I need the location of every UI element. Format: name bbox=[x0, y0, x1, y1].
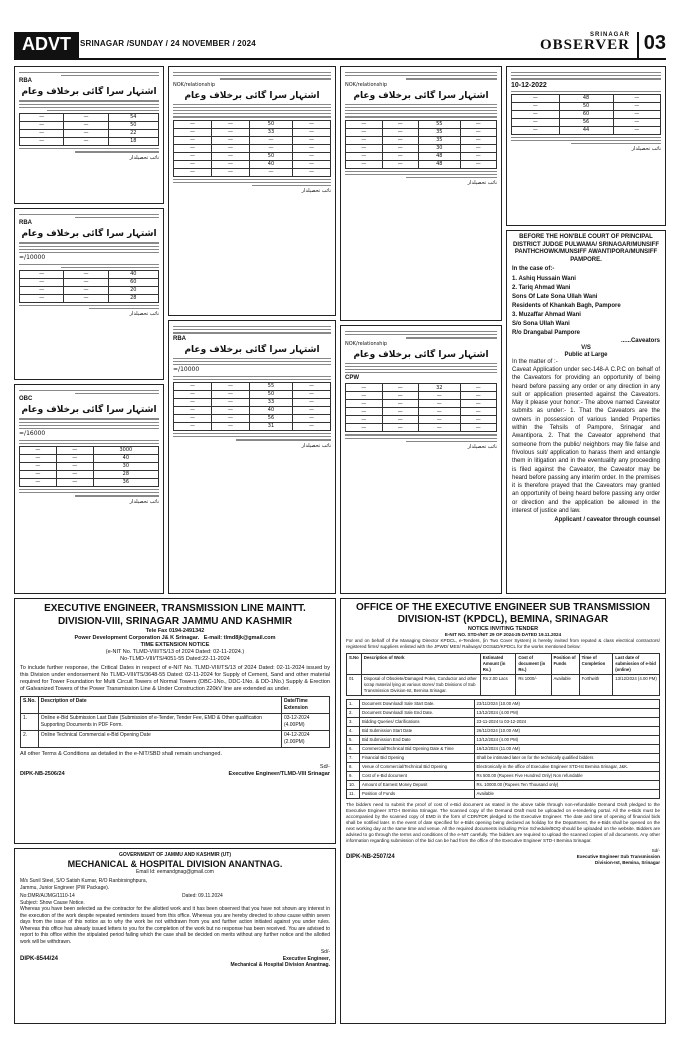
ee-st-date-cell: 16/12/2024 (11.00 AM) bbox=[474, 745, 659, 754]
ee-st-date-cell: Document Download/ Sale Start Date. bbox=[360, 700, 475, 709]
ee-tl-cell: 04-12-2024 (2.00PM) bbox=[281, 731, 329, 748]
obc-label: OBC bbox=[19, 396, 33, 403]
urdu-table-6: — 55 — — — 35 — — — 35 — — — 30 — — — 48 — — — 48 — — bbox=[345, 120, 497, 169]
court-caveat bbox=[506, 230, 666, 594]
ee-tl-company: Power Development Corporation J& K Srinagar. bbox=[74, 635, 200, 641]
ee-st-table bbox=[346, 653, 660, 696]
mh-gov: GOVERNMENT OF JAMMU AND KASHMIR (UT) bbox=[118, 852, 232, 858]
urdu-notice-6-body bbox=[341, 67, 501, 190]
ee-sub-transmission-notice bbox=[340, 598, 666, 1024]
ee-tl-telefax: Tele Fax 0194-2491342 bbox=[145, 628, 205, 634]
ee-tl-cell: 03-12-2024 (4.00PM) bbox=[281, 714, 329, 731]
ee-st-date-cell: 7. bbox=[347, 754, 360, 763]
ee-st-cell: Forthwith bbox=[579, 675, 613, 696]
ee-st-date-cell: Document Download/ Sale End Date. bbox=[360, 709, 475, 718]
amount-1: 10000/= bbox=[19, 254, 46, 262]
urdu-notice-2 bbox=[14, 208, 164, 380]
ee-tl-contact bbox=[20, 635, 330, 642]
urdu-table-4: — 50 — — — 33 — — — — — — — — — — — 50 — — — 40 — — — — — — bbox=[173, 120, 331, 177]
urdu-notice-2-body bbox=[15, 209, 163, 321]
court-name-1: 1. Ashiq Hussain Wani bbox=[512, 276, 576, 282]
urdu-heading-3: اشتہار سرا گائی برخلاف وعام bbox=[21, 405, 157, 416]
ee-st-cell: Available bbox=[551, 675, 579, 696]
mh-to: M/s Sunil Steel, S/O Satish Kumar, R/O Ranbirsinghpura, Jammu, Junior Engineer (PW Package). bbox=[20, 878, 147, 891]
urdu-table-8: — 48 — — 50 — — 60 — — 56 — — 44 — bbox=[511, 94, 661, 135]
urdu-sign-7: نائب تحصیلدار bbox=[467, 443, 497, 450]
advt-label: ADVT bbox=[14, 32, 79, 58]
ee-tl-cell: Online Technical Commercial e-Bid Opening Date bbox=[38, 731, 281, 748]
mh-dipr: DIPK-8544/24 bbox=[20, 955, 59, 962]
ee-st-dipr: DIPK-NB-2507/24 bbox=[346, 854, 395, 860]
mh-text: Whereas you have been selected as the contractor for the allotted work and it has been observed that you have not shown any interest in the execution of the work despite repeated reminders issued from this office. Whereas you are hereby directed to show cause within seven days from the issue of this notice as to why the work be not withdrawn from you and further action initiated against you under rules. Whereas this office has already issued letters to you for the completion of the work but no response has been received. You are advised to report to this office within the stipulated period failing which the case shall be decided on merits without any further notice and the allotted work will be withdrawn. bbox=[20, 906, 330, 945]
table-row bbox=[347, 675, 660, 696]
ee-tl-dipr: DIPK-NB-2506/24 bbox=[20, 771, 65, 777]
table-row bbox=[347, 754, 660, 763]
ee-st-date-cell: 23/11/2024 (10.00 AM) bbox=[474, 700, 659, 709]
ee-st-date-cell: Commercial/Technical Bid Opening Date & Time bbox=[360, 745, 475, 754]
mh-title: MECHANICAL & HOSPITAL DIVISION ANANTNAG. bbox=[67, 858, 283, 869]
court-name-5: 3. Muzaffar Ahmad Wani bbox=[512, 312, 581, 318]
ee-st-date-cell: 2. bbox=[347, 709, 360, 718]
urdu-heading-7: اشتہار سرا گائی برخلاف وعام bbox=[353, 349, 489, 360]
ee-tl-sd: Sd/- bbox=[319, 764, 330, 770]
ee-st-footer bbox=[346, 854, 660, 866]
ee-tl-cell: 1. bbox=[21, 714, 39, 731]
ee-st-signer bbox=[577, 854, 660, 866]
ee-st-date-cell: 1. bbox=[347, 700, 360, 709]
court-vs: V/S bbox=[581, 345, 591, 351]
urdu-heading-1: اشتہار سرا گائی برخلاف وعام bbox=[21, 87, 157, 98]
ee-tl-other: All other Terms & Conditions as detailed in the e-NIT/SBD shall remain unchanged. bbox=[20, 751, 222, 757]
ee-tl-table bbox=[20, 696, 330, 748]
urdu-table-5: — 55 — — — 50 — — — 33 — — — 40 — — — 56 — — — 31 — — bbox=[173, 382, 331, 431]
ee-st-date-cell: Position of Funds bbox=[360, 790, 475, 799]
urdu-table-1: 54 — — 50 — — 22 — — 18 — — bbox=[19, 113, 159, 146]
ee-st-signer1: Executive Engineer Sub Transmission bbox=[576, 854, 660, 859]
ee-st-date-cell: Electronically in the office of Executive Engineer STD-Ist Bemina Srinagar, J&K. bbox=[474, 763, 659, 772]
table-row bbox=[21, 731, 330, 748]
ee-st-th: Estimated Amount (in Rs.) bbox=[480, 654, 516, 675]
table-row bbox=[347, 736, 660, 745]
urdu-sign-4: نائب تحصیلدار bbox=[301, 188, 331, 195]
cpw-label: CPW bbox=[345, 375, 359, 382]
ee-st-ref: E-NIT NO. STD-I/NIT 29 OF 2024-25 DATED 19.11.2024 bbox=[444, 632, 562, 637]
mh-body bbox=[15, 849, 335, 972]
ee-st-date-cell: 13/12/2024 (4.00 PM) bbox=[474, 709, 659, 718]
ee-tl-cell: 2. bbox=[21, 731, 39, 748]
ee-st-date-cell: 11. bbox=[347, 790, 360, 799]
nok-label-1: NOK/relationship bbox=[173, 81, 216, 88]
urdu-notice-1-body bbox=[15, 67, 163, 164]
ee-st-date-cell: Bidding Queries/ Clarifications bbox=[360, 718, 475, 727]
table-row bbox=[347, 709, 660, 718]
table-row bbox=[347, 727, 660, 736]
ee-tl-body bbox=[15, 599, 335, 781]
ee-st-th: Cost of document (in Rs.) bbox=[516, 654, 551, 675]
ee-st-date-cell: Venue of Commercial/Technical Bid Opening bbox=[360, 763, 475, 772]
ee-tl-th-sno: S.No. bbox=[21, 697, 39, 714]
ee-st-date-cell: 5. bbox=[347, 736, 360, 745]
mh-footer bbox=[20, 956, 330, 969]
table-row bbox=[347, 790, 660, 799]
ee-st-cell: Disposal of Obsolete/Damaged Poles, Conductor and other scrap material lying at various stores/ Sub Divisions of Sub Transmission Division-Ist, Bemina Srinagar. bbox=[361, 675, 480, 696]
urdu-sign-3: نائب تحصیلدار bbox=[129, 498, 159, 505]
table-row bbox=[347, 718, 660, 727]
urdu-notice-4 bbox=[168, 66, 336, 316]
ee-st-date-cell: Bid Submission Start Date bbox=[360, 727, 475, 736]
urdu-table-7: — 32 — — — — — — — — — — — — — — — — — — — — — — bbox=[345, 383, 497, 432]
court-in-case: In the case of:- bbox=[512, 266, 555, 272]
urdu-heading-6: اشتہار سرا گائی برخلاف وعام bbox=[353, 90, 489, 101]
court-matter: In the matter of :- bbox=[512, 359, 558, 365]
court-name-2: 2. Tariq Ahmad Wani bbox=[512, 285, 571, 291]
date-label: 10-12-2022 bbox=[511, 81, 547, 89]
urdu-notice-3 bbox=[14, 384, 164, 594]
ee-tl-text: To include further response, the Critical Dates in respect of e-NIT No. TLMD-VIII/TS/13 of 2024 Dated: 02-11-2024 issued by this Division under endorsement No TLMD-VIII/TS/3648-55 Dated: 02-11-2024 for Supply of Cement, Sand and other material required for Tower Foundation for Multi Circuit Towers of Normal Towers (DBC-1No., DDC-1No. & DD-1No.) Supply & Erection of Galvanized Towers of the Power Transmission Line & Under Construction 220kV line are extended as under. bbox=[20, 665, 330, 692]
ee-st-date-cell: Rs. 10000.00 (Rupees Ten Thousand only) bbox=[474, 781, 659, 790]
page-number: 03 bbox=[637, 32, 666, 58]
table-row bbox=[347, 763, 660, 772]
rba-label-1: RBA bbox=[19, 78, 32, 85]
nok-label-3: NOK/relationship bbox=[345, 340, 388, 347]
ee-st-text: The bidders need to submit the proof of cost of e-Bid document as stated in the above table through non-refundable Demand Draft pledged to the Executive Engineer STD-I Bemina Srinagar. The scanned copy of the Demand Draft must be uploaded on e-tendering portal. All the e-Bids must be accompanied by the scanned copy of EMD in the form of CDR/FDR pledged to the Executive Engineer. The date and time of opening of financial bids shall be notified later. In the event of date specified for e-Bids opening being declared as holiday for the Department, the e-Bids shall be opened on the next working day at the same time and venue. All the required documents including Price Schedule/BOQ should be uploaded on the website. Bidders are advised to go through the terms and conditions of the e-NIT carefully. The bidders are required to upload the scanned copies of all documents. Any other information regarding submission of the bid can be had from the office of the Executive Engineer STD-I Bemina Srinagar. bbox=[346, 802, 660, 843]
court-body: Caveat Application under sec-148-A C.P.C on behalf of the Caveators for providing an opportunity of being heard before passing any order or any direction in any suit or application presented against the Caveators. May it please your honor:- The above named Caveator submits as under:- 1. That the Caveators are the owners in possession of various landed Properties within the Tehsils of Pampore, Srinagar and Awantipora. 2. That the Caveator apprehend that someone from the public/ neighbors may file false and frivolous suit/ application to harass them and entangle them in litigation and in the eventuality any proceeding is filed against the Caveator, the Caveator may be heard before passing any interim order. In the premises it is therefore prayed that the Caveators may granted an opportunity of being heard before passing any order or direction and the application be allowed in the interest of justice and law. bbox=[512, 367, 660, 515]
urdu-notice-3-body bbox=[15, 385, 163, 508]
urdu-notice-5 bbox=[168, 320, 336, 594]
court-caveators: ......Caveators bbox=[620, 338, 660, 344]
table-row bbox=[347, 772, 660, 781]
paper-city: SRINAGAR bbox=[589, 32, 630, 38]
amount-2: 16000/= bbox=[19, 430, 46, 438]
ee-st-date-cell: 23-11-2024 to 03-12-2024 bbox=[474, 718, 659, 727]
ee-st-date-cell: Amount of Earnest Money Deposit bbox=[360, 781, 475, 790]
mh-signer bbox=[230, 956, 330, 969]
ee-st-th: Last date of submission of e-bid (online) bbox=[613, 654, 660, 675]
ee-st-date-cell: Cost of e-Bid document bbox=[360, 772, 475, 781]
rba-label-2: RBA bbox=[19, 220, 32, 227]
ee-tl-th-desc: Description of Date bbox=[38, 697, 281, 714]
court-names bbox=[512, 275, 660, 338]
urdu-notice-8-body bbox=[507, 67, 665, 156]
urdu-notice-6 bbox=[340, 66, 502, 321]
urdu-notice-7 bbox=[340, 325, 502, 594]
ee-st-dates-table bbox=[346, 699, 660, 799]
ee-st-title: OFFICE OF THE EXECUTIVE ENGINEER SUB TRANSMISSION DIVISION-IST (KPDCL), BEMINA, SRINAGAR bbox=[356, 602, 650, 625]
amount-3: 10000/= bbox=[173, 366, 200, 374]
court-name-6: S/o Sona Ullah Wani bbox=[512, 321, 570, 327]
urdu-heading-4: اشتہار سرا گائی برخلاف وعام bbox=[184, 90, 320, 101]
ee-st-date-cell: Bid Submission End Date bbox=[360, 736, 475, 745]
ee-tl-footer bbox=[20, 771, 330, 778]
urdu-heading-2: اشتہار سرا گائی برخلاف وعام bbox=[21, 229, 157, 240]
urdu-notice-1 bbox=[14, 66, 164, 204]
ee-st-th: Position of Funds bbox=[551, 654, 579, 675]
ee-st-notice: NOTICE INVITING TENDER bbox=[467, 626, 539, 632]
ee-st-date-cell: 26/11/2024 (10.00 AM) bbox=[474, 727, 659, 736]
mh-no: No:DMR/A/JMG/1110-14 bbox=[20, 893, 75, 899]
ee-st-date-cell: Rs 500.00 (Rupees Five Hundred Only) Non refundable bbox=[474, 772, 659, 781]
ee-st-date-cell: 6. bbox=[347, 745, 360, 754]
court-name-7: R/o Drangabal Pampore bbox=[512, 330, 581, 336]
ee-st-date-cell: 9. bbox=[347, 772, 360, 781]
court-sign: Applicant / caveator through counsel bbox=[554, 517, 660, 524]
mh-sd: Sd/- bbox=[320, 949, 330, 955]
rba-label-3: RBA bbox=[173, 335, 186, 342]
urdu-notice-4-body bbox=[169, 67, 335, 198]
ee-st-signer2: Division-Ist, Bemina, Srinagar bbox=[594, 860, 660, 865]
nok-label-2: NOK/relationship bbox=[345, 81, 388, 88]
urdu-sign-6: نائب تحصیلدار bbox=[467, 180, 497, 187]
ee-st-cell: Rs 1000/- bbox=[516, 675, 551, 696]
court-caveat-body bbox=[507, 231, 665, 527]
ee-st-cell: 01 bbox=[347, 675, 362, 696]
ee-st-date-cell: Shall be intimated later on for the technically qualified bidders bbox=[474, 754, 659, 763]
ee-st-th: Description of Work bbox=[361, 654, 480, 675]
court-title: BEFORE THE HON'BLE COURT OF PRINCIPAL DISTRICT JUDGE PULWAMA/ SRINAGAR/MUNSIFF PANTHCHOWK/MUNSIFF AWANTIPORA/MUNSIFF PAMPORE. bbox=[512, 234, 659, 263]
ee-tl-email: E-mail: tlmd8jk@gmail.com bbox=[203, 635, 276, 641]
court-name-3: Sons Of Late Sona Ullah Wani bbox=[512, 294, 598, 300]
urdu-notice-8 bbox=[506, 66, 666, 226]
mech-hospital-notice bbox=[14, 848, 336, 1024]
ee-st-cell: 13/12/2024 (4.00 PM) bbox=[613, 675, 660, 696]
urdu-sign-5: نائب تحصیلدار bbox=[301, 442, 331, 449]
ee-transmission-line-notice bbox=[14, 598, 336, 844]
urdu-sign-2: نائب تحصیلدار bbox=[129, 311, 159, 318]
urdu-heading-5: اشتہار سرا گائی برخلاف وعام bbox=[184, 344, 320, 355]
table-row bbox=[21, 714, 330, 731]
ee-tl-signer: Executive Engineer/TLMD-VIII Srinagar bbox=[228, 771, 330, 777]
urdu-sign-8: نائب تحصیلدار bbox=[631, 146, 661, 153]
ee-tl-cell: Online e-Bid Submission Last Date (Submission of e-Tender, Tender Fee, EMD & Other qualification Supporting Documents in PDF Form. bbox=[38, 714, 281, 731]
urdu-notice-5-body bbox=[169, 321, 335, 452]
ee-st-th: Time of Completion bbox=[579, 654, 613, 675]
table-row bbox=[347, 781, 660, 790]
court-name-4: Residents of Khankah Bagh, Pampore bbox=[512, 303, 621, 309]
ee-st-date-cell: 4. bbox=[347, 727, 360, 736]
ee-tl-th-date: Date/Time Extension bbox=[281, 697, 329, 714]
ee-st-date-cell: Available bbox=[474, 790, 659, 799]
ee-st-intro: For and on behalf of the Managing Director KPDCL, e-Tenders, (in Two Cover System) is hereby invited from reputed & class electrical contractors/ registered firms/ suppliers enlisted with the JPWD/ MES/ Railways/ DGS&D/KPDCL for the works mentioned below: bbox=[346, 638, 660, 649]
paper-logo bbox=[540, 32, 630, 52]
court-public: Public at Large bbox=[564, 352, 608, 358]
ee-st-sd: Sd/- bbox=[651, 848, 660, 853]
ee-tl-title: EXECUTIVE ENGINEER, TRANSMISSION LINE MAINTT. DIVISION-VIII, SRINAGAR JAMMU AND KASHMIR bbox=[44, 603, 306, 627]
ee-tl-notice: TIME EXTENSION NOTICE bbox=[140, 642, 210, 648]
masthead bbox=[14, 32, 666, 60]
urdu-notice-7-body bbox=[341, 326, 501, 453]
urdu-table-2: 40 — — 60 — — 20 — — 28 — — bbox=[19, 270, 159, 303]
paper-name: OBSERVER bbox=[540, 37, 630, 53]
ee-tl-ref1: (e-NIT No. TLMD-VIII/TS/13 of 2024 Dated: 02-11-2024.) bbox=[105, 649, 245, 655]
ee-tl-ref2: No-TLMD-VIII/TS/4051-55 Dated:22-11-2024 bbox=[120, 656, 230, 662]
urdu-table-3: 3000 — — 40 — — 30 — — 28 — — 36 — — bbox=[19, 446, 159, 487]
dateline: SRINAGAR /SUNDAY / 24 NOVEMBER / 2024 bbox=[80, 39, 256, 48]
urdu-sign-1: نائب تحصیلدار bbox=[129, 154, 159, 161]
mh-signer2: Mechanical & Hospital Division Anantnag. bbox=[230, 962, 330, 968]
mh-signer1: Executive Engineer, bbox=[282, 955, 330, 962]
ee-st-body bbox=[341, 599, 665, 869]
ee-st-date-cell: 10. bbox=[347, 781, 360, 790]
ee-st-date-cell: 13/12/2024 (4.00 PM) bbox=[474, 736, 659, 745]
ee-st-date-cell: Financial Bid Opening bbox=[360, 754, 475, 763]
table-row bbox=[347, 745, 660, 754]
mh-email: Email Id: eemandgnag@gmail.com bbox=[136, 868, 214, 875]
ee-st-cell: Rs 2.00 Lacs bbox=[480, 675, 516, 696]
ee-st-date-cell: 3. bbox=[347, 718, 360, 727]
table-row bbox=[347, 700, 660, 709]
ee-st-th: S.No bbox=[347, 654, 362, 675]
mh-subject: Subject: Show Cause Notice. bbox=[20, 899, 85, 906]
mh-dated: Dated: 09.11.2024 bbox=[182, 893, 223, 899]
ee-st-date-cell: 8. bbox=[347, 763, 360, 772]
